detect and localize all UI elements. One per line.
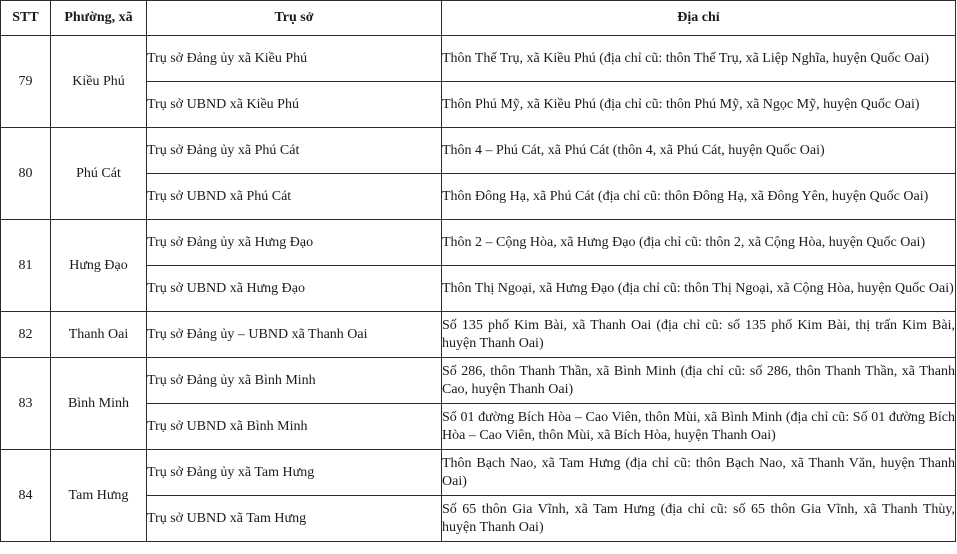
header-office: Trụ sở: [147, 1, 442, 36]
office-cell: Trụ sở Đảng ủy xã Tam Hưng: [147, 450, 442, 496]
stt-cell: 82: [1, 312, 51, 358]
stt-cell: 83: [1, 358, 51, 450]
address-cell: Thôn 2 – Cộng Hòa, xã Hưng Đạo (địa chỉ cũ: thôn 2, xã Cộng Hòa, huyện Quốc Oai): [442, 220, 956, 266]
address-cell: Thôn Thị Ngoại, xã Hưng Đạo (địa chỉ cũ: thôn Thị Ngoại, xã Cộng Hòa, huyện Quốc Oai): [442, 266, 956, 312]
ward-cell: Hưng Đạo: [51, 220, 147, 312]
office-cell: Trụ sở Đảng ủy xã Kiều Phú: [147, 36, 442, 82]
stt-cell: 80: [1, 128, 51, 220]
office-cell: Trụ sở UBND xã Phú Cát: [147, 174, 442, 220]
table-row: [1, 36, 956, 82]
header-row: [1, 1, 956, 36]
ward-cell: Kiều Phú: [51, 36, 147, 128]
table-row: [1, 312, 956, 358]
table-row: [1, 128, 956, 174]
ward-cell: Phú Cát: [51, 128, 147, 220]
stt-cell: 81: [1, 220, 51, 312]
address-cell: Số 65 thôn Gia Vĩnh, xã Tam Hưng (địa chỉ cũ: số 65 thôn Gia Vĩnh, xã Thanh Thùy, huyện Thanh Oai): [442, 496, 956, 542]
header-ward: Phường, xã: [51, 1, 147, 36]
address-cell: Thôn 4 – Phú Cát, xã Phú Cát (thôn 4, xã Phú Cát, huyện Quốc Oai): [442, 128, 956, 174]
office-cell: Trụ sở UBND xã Hưng Đạo: [147, 266, 442, 312]
address-cell: Thôn Thế Trụ, xã Kiều Phú (địa chỉ cũ: thôn Thế Trụ, xã Liệp Nghĩa, huyện Quốc Oai): [442, 36, 956, 82]
office-cell: Trụ sở UBND xã Tam Hưng: [147, 496, 442, 542]
office-cell: Trụ sở UBND xã Kiều Phú: [147, 82, 442, 128]
address-cell: Thôn Phú Mỹ, xã Kiều Phú (địa chỉ cũ: thôn Phú Mỹ, xã Ngọc Mỹ, huyện Quốc Oai): [442, 82, 956, 128]
stt-cell: 84: [1, 450, 51, 542]
ward-cell: Thanh Oai: [51, 312, 147, 358]
office-cell: Trụ sở Đảng ủy – UBND xã Thanh Oai: [147, 312, 442, 358]
table-row: [1, 220, 956, 266]
office-cell: Trụ sở Đảng ủy xã Phú Cát: [147, 128, 442, 174]
address-cell: Thôn Đông Hạ, xã Phú Cát (địa chỉ cũ: thôn Đông Hạ, xã Đông Yên, huyện Quốc Oai): [442, 174, 956, 220]
address-cell: Số 135 phố Kim Bài, xã Thanh Oai (địa chỉ cũ: số 135 phố Kim Bài, thị trấn Kim Bài, huyện Thanh Oai): [442, 312, 956, 358]
stt-cell: 79: [1, 36, 51, 128]
address-cell: Số 01 đường Bích Hòa – Cao Viên, thôn Mùi, xã Bình Minh (địa chỉ cũ: Số 01 đường Bích Hòa – Cao Viên, thôn Mùi, xã Bích Hòa, huyện Thanh Oai): [442, 404, 956, 450]
address-cell: Thôn Bạch Nao, xã Tam Hưng (địa chỉ cũ: thôn Bạch Nao, xã Thanh Văn, huyện Thanh Oai): [442, 450, 956, 496]
ward-cell: Bình Minh: [51, 358, 147, 450]
ward-cell: Tam Hưng: [51, 450, 147, 542]
address-cell: Số 286, thôn Thanh Thần, xã Bình Minh (địa chỉ cũ: số 286, thôn Thanh Thần, xã Thanh Cao, huyện Thanh Oai): [442, 358, 956, 404]
office-cell: Trụ sở UBND xã Bình Minh: [147, 404, 442, 450]
header-address: Địa chỉ: [442, 1, 956, 36]
table-row: [1, 358, 956, 404]
header-stt: STT: [1, 1, 51, 36]
office-cell: Trụ sở Đảng ủy xã Hưng Đạo: [147, 220, 442, 266]
table-row: [1, 450, 956, 496]
office-cell: Trụ sở Đảng ủy xã Bình Minh: [147, 358, 442, 404]
